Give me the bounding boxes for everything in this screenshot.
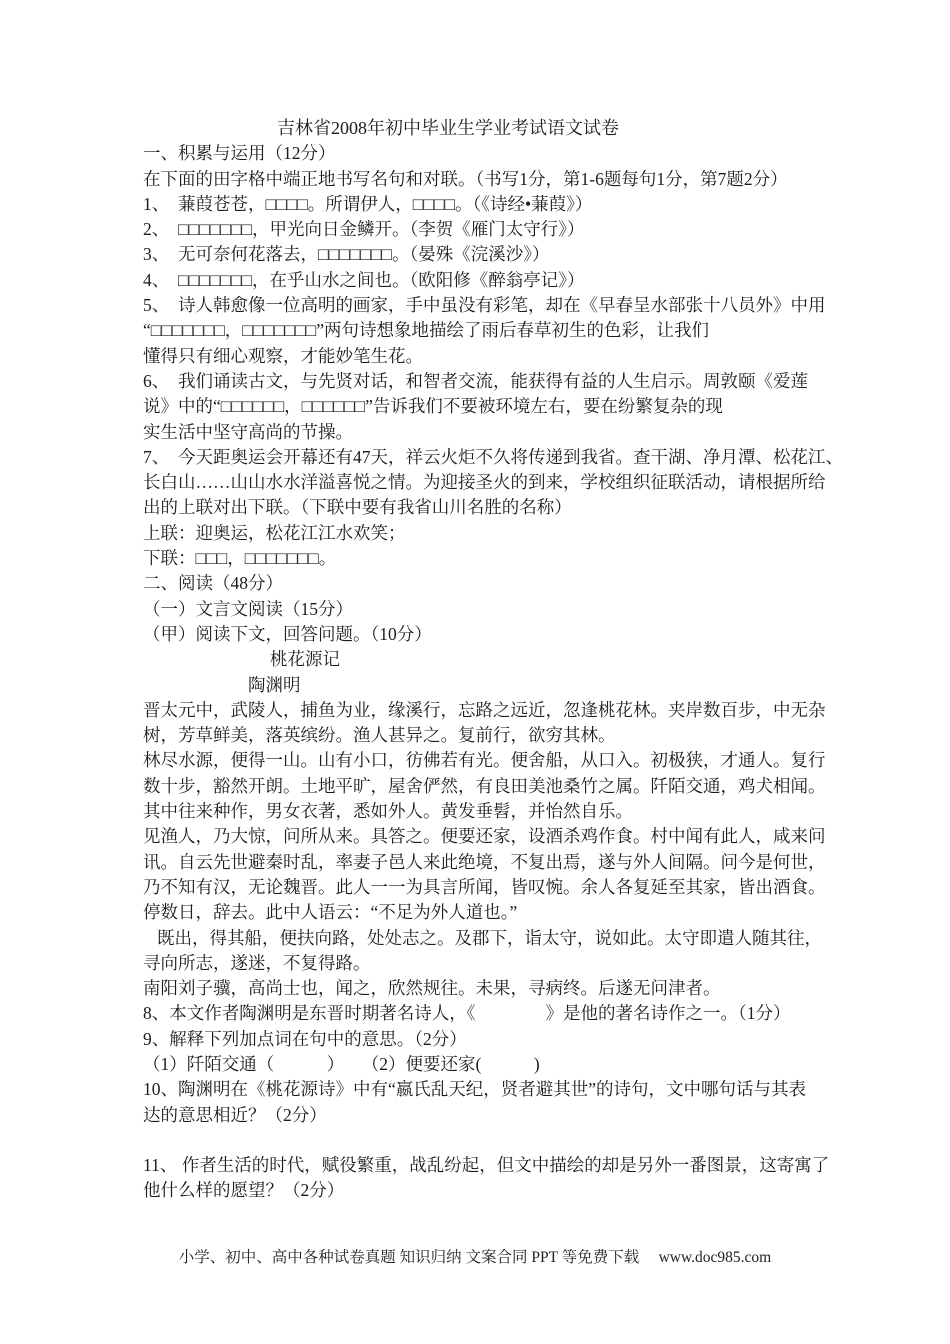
question-6-continuation: 说》中的“□□□□□□，□□□□□□”告诉我们不要被环境左右，要在纷繁复杂的现: [143, 396, 723, 417]
question-7-continuation: 长白山……山山水水洋溢喜悦之情。为迎接圣火的到来，学校组织征联活动，请根据所给: [143, 472, 826, 493]
question-9: 9、解释下列加点词在句中的意思。（2分）: [143, 1028, 467, 1049]
question-11: 11、 作者生活的时代，赋役繁重，战乱纷起，但文中描绘的却是另外一番图景，这寄寓了: [143, 1155, 830, 1176]
passage-line: 见渔人，乃大惊，问所从来。具答之。便要还家，设酒杀鸡作食。村中闻有此人，咸来问: [143, 826, 826, 847]
question-6-continuation: 实生活中坚守高尚的节操。: [143, 421, 353, 442]
question-1: 1、 蒹葭苍苍，□□□□。所谓伊人，□□□□。（《诗经•蒹葭》）: [143, 193, 593, 214]
passage-line: 树，芳草鲜美，落英缤纷。渔人甚异之。复前行，欲穷其林。: [143, 725, 616, 746]
question-8: 8、本文作者陶渊明是东晋时期著名诗人，《 》是他的著名诗作之一。（1分）: [143, 1003, 791, 1024]
question-4: 4、 □□□□□□□，在乎山水之间也。（欧阳修《醉翁亭记》）: [143, 269, 585, 290]
passage-line: 其中往来种作，男女衣著，悉如外人。黄发垂髫，并怡然自乐。: [143, 801, 633, 822]
passage-line: 林尽水源，便得一山。山有小口，彷佛若有光。便舍船，从口入。初极狭，才通人。复行: [143, 750, 826, 771]
footer-note: 小学、初中、高中各种试卷真题 知识归纳 文案合同 PPT 等免费下载 www.doc985.com: [178, 1249, 772, 1266]
document-body: [143, 116, 843, 1204]
question-6: 6、 我们诵读古文，与先贤对话，和智者交流，能获得有益的人生启示。周敦颐《爱莲: [143, 370, 808, 391]
passage-instruction: （甲）阅读下文，回答问题。（10分）: [143, 623, 432, 644]
subsection-1-heading: （一）文言文阅读（15分）: [143, 598, 353, 619]
couplet-lower-line: 下联：□□□，□□□□□□□。: [143, 548, 337, 569]
passage-line: 停数日，辞去。此中人语云：“不足为外人道也。”: [143, 902, 518, 923]
passage-line: 数十步，豁然开朗。土地平旷，屋舍俨然，有良田美池桑竹之属。阡陌交通，鸡犬相闻。: [143, 775, 826, 796]
passage-line: 乃不知有汉，无论魏晋。此人一一为具言所闻，皆叹惋。余人各复延至其家，皆出酒食。: [143, 876, 826, 897]
question-5-continuation: 懂得只有细心观察，才能妙笔生花。: [143, 345, 423, 366]
question-9-items: （1）阡陌交通（ ） （2）便要还家( ): [143, 1053, 540, 1074]
passage-line: 南阳刘子骥，高尚士也，闻之，欣然规往。未果，寻病终。后遂无问津者。: [143, 978, 721, 999]
question-5-continuation: “□□□□□□□，□□□□□□□”两句诗想象地描绘了雨后春草初生的色彩，让我们: [143, 320, 710, 341]
passage-line: 既出，得其船，便扶向路，处处志之。及郡下，诣太守，说如此。太守即遣人随其往，: [157, 927, 822, 948]
couplet-upper-line: 上联：迎奥运，松花江江水欢笑；: [143, 522, 406, 543]
document-title: 吉林省2008年初中毕业生学业考试语文试卷: [277, 118, 619, 138]
question-10-continuation: 达的意思相近？（2分）: [143, 1104, 327, 1125]
section-2-heading: 二、阅读（48分）: [143, 573, 283, 594]
section-1-heading: 一、积累与运用（12分）: [143, 143, 336, 164]
question-2: 2、 □□□□□□□，甲光向日金鳞开。（李贺《雁门太守行》）: [143, 219, 585, 240]
question-7-continuation: 出的上联对出下联。（下联中要有我省山川名胜的名称）: [143, 497, 572, 518]
essay-title: 桃花源记: [270, 649, 340, 670]
passage-line: 晋太元中，武陵人，捕鱼为业，缘溪行，忘路之远近，忽逢桃花林。夹岸数百步，中无杂: [143, 699, 826, 720]
passage-line: 寻向所志，遂迷，不复得路。: [143, 952, 371, 973]
question-11-continuation: 他什么样的愿望？（2分）: [143, 1180, 345, 1201]
section-1-instruction: 在下面的田字格中端正地书写名句和对联。（书写1分，第1-6题每句1分，第7题2分）: [143, 168, 788, 189]
question-7: 7、 今天距奥运会开幕还有47天，祥云火炬不久将传递到我省。查干湖、净月潭、松花江、: [143, 446, 843, 467]
question-5: 5、 诗人韩愈像一位高明的画家，手中虽没有彩笔，却在《早春呈水部张十八员外》中用: [143, 295, 826, 316]
essay-author: 陶渊明: [248, 674, 301, 695]
question-3: 3、 无可奈何花落去，□□□□□□□。（晏殊《浣溪沙》）: [143, 244, 550, 265]
question-10: 10、陶渊明在《桃花源诗》中有“嬴氏乱天纪，贤者避其世”的诗句，文中哪句话与其表: [143, 1079, 807, 1100]
blank-line: [143, 1128, 815, 1153]
passage-line: 讯。自云先世避秦时乱，率妻子邑人来此绝境，不复出焉，遂与外人间隔。问今是何世，: [143, 851, 826, 872]
